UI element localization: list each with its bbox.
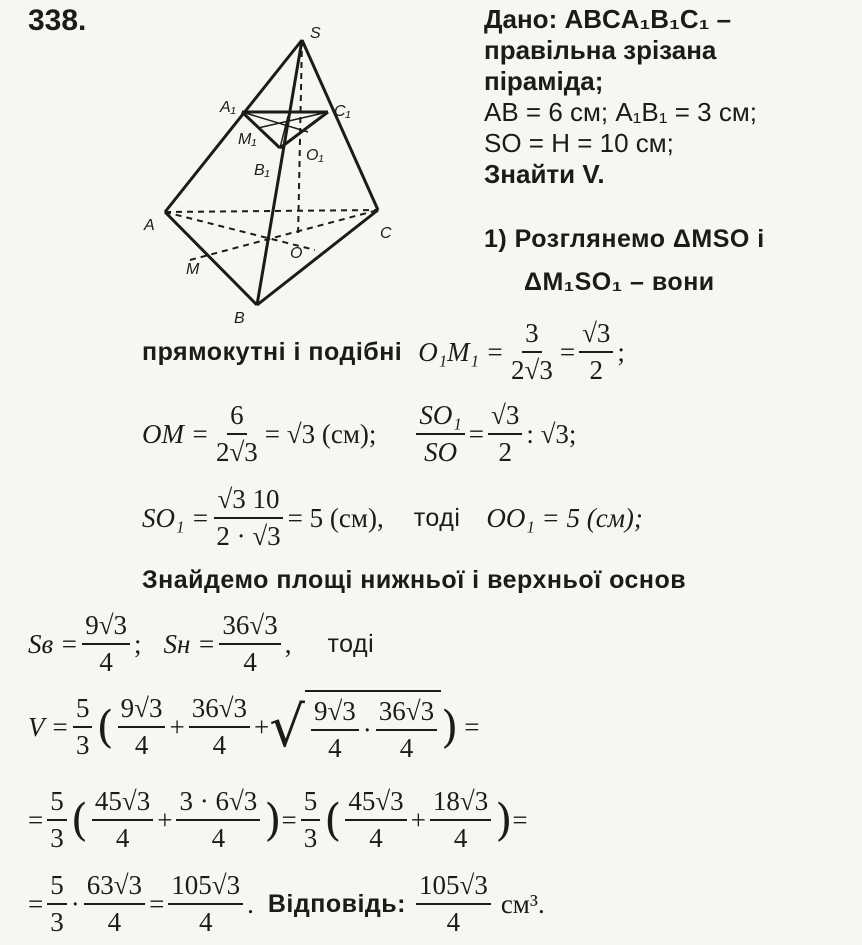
vol-k-den-4: 3 bbox=[50, 907, 64, 937]
vol-d-den: 4 bbox=[211, 823, 226, 853]
areas-line bbox=[28, 610, 374, 678]
vol-d-num: 3 · 6√3 bbox=[176, 786, 260, 821]
dot-2: · bbox=[70, 888, 80, 919]
area-sep: ; bbox=[134, 628, 142, 659]
similar-line bbox=[142, 318, 625, 386]
oo1-result: OO₁ = 5 (см); bbox=[486, 502, 643, 533]
area-bottom-num: 36√3 bbox=[219, 610, 280, 645]
om-num: 6 bbox=[227, 400, 247, 435]
plus-3: + bbox=[157, 804, 173, 835]
vol-k-num-1: 5 bbox=[73, 693, 93, 728]
volume-line-3 bbox=[28, 870, 545, 938]
label-O: O bbox=[290, 245, 303, 262]
vol-c-num-1: 45√3 bbox=[92, 786, 153, 821]
height-SO bbox=[298, 40, 302, 238]
o1m1-r-frac bbox=[579, 318, 613, 386]
label-A: A bbox=[144, 217, 155, 234]
label-O1: O₁ bbox=[306, 147, 324, 164]
given-line-3: піраміда; bbox=[484, 66, 604, 96]
vol-a-frac-2 bbox=[311, 696, 359, 764]
areas-heading: Знайдемо площі нижньої і верхньої основ bbox=[142, 566, 687, 594]
label-M: M bbox=[186, 261, 200, 278]
vol-g-frac bbox=[168, 870, 243, 938]
so1-line bbox=[142, 484, 643, 552]
eq-5: = bbox=[28, 888, 44, 919]
paren-close-3: ) bbox=[495, 794, 513, 846]
vol-k-num-2: 5 bbox=[47, 786, 67, 821]
vol-k-den-3: 3 bbox=[303, 823, 318, 853]
vol-a-den-2: 4 bbox=[328, 733, 342, 763]
area-bottom-den: 4 bbox=[243, 647, 257, 677]
om-den: 2√3 bbox=[215, 437, 258, 467]
vol-f-den: 4 bbox=[107, 907, 122, 937]
o1m1-den: 2√3 bbox=[511, 355, 553, 385]
area-top-den: 4 bbox=[99, 647, 113, 677]
given-line-5: SO = H = 10 см; bbox=[484, 128, 674, 158]
o1m1-end: ; bbox=[617, 336, 625, 367]
so1-ratio-r-den: 2 bbox=[498, 437, 512, 467]
so1-ratio-eq: = bbox=[468, 418, 485, 449]
paren-open-3: ( bbox=[324, 794, 342, 846]
so1-ratio-r-frac bbox=[488, 400, 522, 468]
vol-a-den-1: 4 bbox=[134, 730, 149, 760]
label-B1: B₁ bbox=[254, 162, 270, 179]
so1-result: = 5 (см), bbox=[287, 502, 384, 533]
edge-SA bbox=[165, 40, 302, 212]
vol-f-frac bbox=[84, 870, 145, 938]
answer-den: 4 bbox=[446, 907, 461, 937]
vol-b-frac-2 bbox=[376, 696, 437, 764]
so1-ratio-r-num: √3 bbox=[488, 400, 522, 435]
label-S: S bbox=[310, 25, 321, 42]
o1m1-label: O₁M₁ = bbox=[418, 336, 504, 367]
vol-k-frac-1 bbox=[73, 693, 93, 761]
given-line-4: AB = 6 см; A₁B₁ = 3 см; bbox=[484, 97, 757, 127]
vol-b-num-1: 36√3 bbox=[189, 693, 250, 728]
answer-num: 105√3 bbox=[416, 870, 491, 905]
step1-line-2: ΔM₁SO₁ – вони bbox=[524, 268, 715, 296]
so1-den: 2 · √3 bbox=[216, 521, 281, 551]
label-A1: A₁ bbox=[220, 99, 236, 116]
vol-k-num-4: 5 bbox=[47, 870, 67, 905]
vol-b-den-1: 4 bbox=[212, 730, 227, 760]
vol-g-den: 4 bbox=[198, 907, 213, 937]
problem-number: 338. bbox=[28, 4, 87, 37]
so1-ratio-num: SO₁ bbox=[416, 400, 464, 435]
area-bottom-label: Sн = bbox=[163, 628, 216, 659]
vol-c-den-1: 4 bbox=[115, 823, 130, 853]
vol-k-frac-2 bbox=[47, 786, 67, 854]
area-top-num: 9√3 bbox=[82, 610, 130, 645]
o1m1-num: 3 bbox=[522, 318, 542, 353]
label-B: B bbox=[234, 310, 245, 327]
so1-ratio-den: SO bbox=[424, 437, 458, 467]
vol-c-den-2: 4 bbox=[369, 823, 383, 853]
vol-f-num: 63√3 bbox=[84, 870, 145, 905]
volume-line-1 bbox=[28, 690, 480, 764]
eq-6: = bbox=[149, 888, 165, 919]
o1m1-eq: = bbox=[559, 336, 576, 367]
vol-b-den-2: 4 bbox=[399, 733, 414, 763]
vol-a-frac-1 bbox=[118, 693, 166, 761]
om-line bbox=[142, 400, 576, 468]
vol-k-den-2: 3 bbox=[50, 823, 64, 853]
answer-unit: см³ bbox=[500, 888, 538, 919]
median-CM bbox=[190, 210, 378, 260]
given-line-1: Дано: ABCA₁B₁C₁ – bbox=[484, 4, 732, 34]
edge-SC bbox=[302, 40, 378, 210]
o1m1-r-den: 2 bbox=[589, 355, 603, 385]
plus-4: + bbox=[410, 804, 426, 835]
given-line-2: правільна зрізана bbox=[484, 35, 717, 65]
vol-c-frac-2 bbox=[345, 786, 406, 854]
eq-4: = bbox=[512, 804, 528, 835]
dot-1: · bbox=[362, 714, 372, 745]
vol-b-frac-1 bbox=[189, 693, 250, 761]
om-label: OM = bbox=[142, 418, 209, 449]
area-bottom-frac bbox=[219, 610, 280, 678]
paren-open-2: ( bbox=[70, 794, 88, 846]
so1-frac bbox=[213, 484, 283, 552]
similar-text: прямокутні і подібні bbox=[142, 337, 403, 366]
vol-k-frac-4 bbox=[47, 870, 67, 938]
o1m1-frac bbox=[508, 318, 556, 386]
label-C1: C₁ bbox=[334, 103, 351, 120]
o1m1-r-num: √3 bbox=[579, 318, 613, 353]
so1-num: √3 10 bbox=[214, 484, 282, 519]
paren-close-1: ) bbox=[441, 701, 459, 753]
volume-line-2 bbox=[28, 786, 528, 854]
period-2: . bbox=[538, 888, 545, 919]
vol-e-den: 4 bbox=[453, 823, 468, 853]
period-1: . bbox=[247, 888, 254, 919]
om-frac bbox=[213, 400, 261, 468]
vol-e-num: 18√3 bbox=[430, 786, 491, 821]
vol-b-num-2: 36√3 bbox=[376, 696, 437, 731]
eq-2: = bbox=[28, 804, 44, 835]
eq-1: = bbox=[464, 711, 480, 742]
vol-e-frac bbox=[430, 786, 491, 854]
sqrt-sign: √ bbox=[269, 694, 305, 760]
vol-k-den-1: 3 bbox=[75, 730, 90, 760]
so1-ratio-tail: : √3; bbox=[526, 418, 577, 449]
frustum-figure bbox=[130, 20, 430, 330]
then-word-1: тоді bbox=[413, 503, 461, 532]
area-top-frac bbox=[82, 610, 130, 678]
plus-2: + bbox=[254, 711, 270, 742]
then-word-2: тоді bbox=[327, 629, 375, 658]
edge-BC bbox=[257, 210, 378, 305]
edge-AB bbox=[165, 212, 257, 305]
paren-open-1: ( bbox=[96, 701, 114, 753]
eq-3: = bbox=[281, 804, 297, 835]
vol-d-frac bbox=[176, 786, 260, 854]
sqrt-body bbox=[305, 690, 441, 764]
vol-k-frac-3 bbox=[301, 786, 321, 854]
om-result: = √3 (см); bbox=[264, 418, 377, 449]
vol-k-num-3: 5 bbox=[301, 786, 321, 821]
so1-label: SO₁ = bbox=[142, 502, 210, 533]
label-C: C bbox=[380, 225, 392, 242]
given-block bbox=[484, 4, 757, 190]
step1-line-1: 1) Розглянемо ΔMSO і bbox=[484, 225, 765, 253]
vol-g-num: 105√3 bbox=[168, 870, 243, 905]
paren-close-2: ) bbox=[264, 794, 282, 846]
given-line-6: Знайти V. bbox=[484, 159, 605, 189]
area-bottom-tail: , bbox=[284, 628, 292, 659]
so1-ratio-frac bbox=[416, 400, 464, 468]
label-M1: M₁ bbox=[238, 131, 257, 148]
area-top-label: Sв = bbox=[28, 628, 79, 659]
vol-c-frac-1 bbox=[92, 786, 153, 854]
vol-a-num-2: 9√3 bbox=[311, 696, 359, 731]
plus-1: + bbox=[169, 711, 185, 742]
volume-label: V = bbox=[28, 711, 69, 742]
answer-label: Відповідь: bbox=[267, 889, 406, 918]
vol-c-num-2: 45√3 bbox=[345, 786, 406, 821]
answer-frac bbox=[416, 870, 491, 938]
vol-a-num-1: 9√3 bbox=[118, 693, 166, 728]
